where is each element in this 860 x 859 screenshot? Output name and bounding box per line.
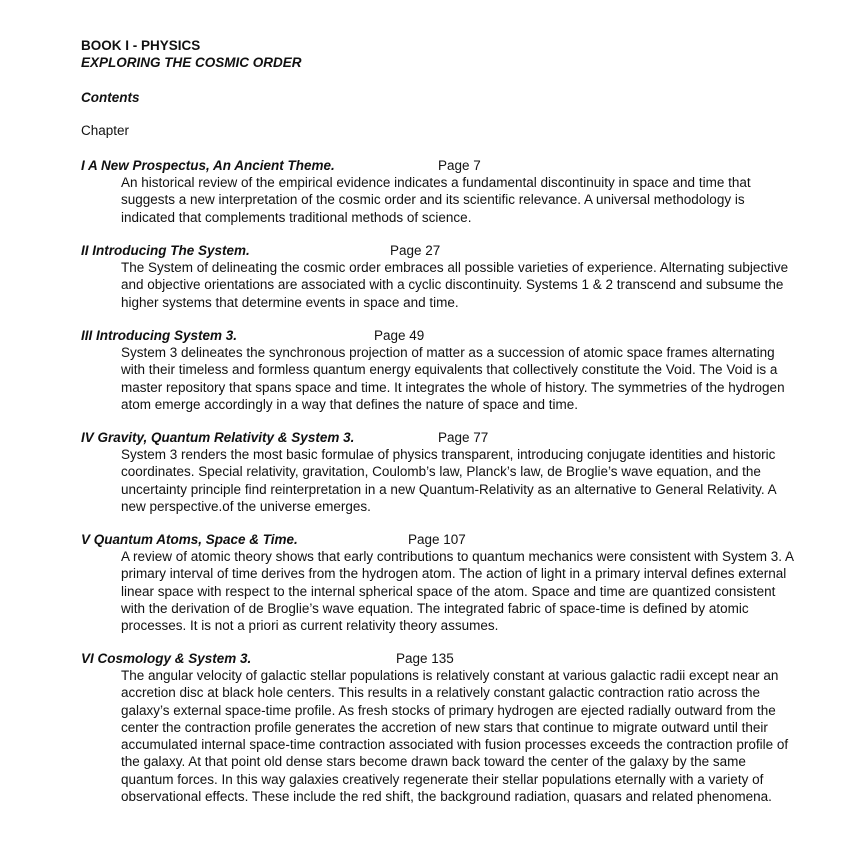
chapter-column-label: Chapter	[81, 123, 130, 138]
chapter-heading-row	[81, 650, 801, 667]
chapter-entry-5	[81, 531, 801, 634]
chapter-title: VI Cosmology & System 3.	[81, 651, 252, 666]
chapter-description: An historical review of the empirical evidence indicates a fundamental discontinuity in space and time that suggests a new interpretation of the cosmic order and its scientific relevance. A universal methodology is indicated that complements traditional methods of science.	[121, 175, 751, 225]
chapter-title: V Quantum Atoms, Space & Time.	[81, 532, 298, 547]
chapter-page-number: Page 49	[374, 328, 425, 343]
chapter-entry-3	[81, 327, 801, 413]
document-page	[81, 37, 801, 805]
book-subtitle: EXPLORING THE COSMIC ORDER	[81, 55, 302, 70]
chapter-heading-row	[81, 242, 801, 259]
chapter-title: II Introducing The System.	[81, 243, 250, 258]
chapter-heading-row	[81, 429, 801, 446]
chapter-description: The angular velocity of galactic stellar populations is relatively constant at various galactic radii except near an accretion disc at black hole centers. This results in a relatively constant galactic contraction ratio across the galaxy’s external space-time profile. As fresh stocks of primary hydrogen are ejected radially outward from the center the contraction profile generates the accretion of new stars that continue to migrate outward until their accumulated internal space-time contraction associated with fusion processes exceeds the contraction profile of the galaxy. At that point old dense stars become drawn back toward the center of the galaxy by the same quantum forces. In this way galaxies creatively regenerate their stellar populations eternally with a variety of observational effects. These include the red shift, the background radiation, quasars and related phenomena.	[121, 668, 789, 805]
chapter-description: A review of atomic theory shows that early contributions to quantum mechanics were consistent with System 3. A primary interval of time derives from the hydrogen atom. The action of light in a primary interval defines external linear space with respect to the internal spherical space of the atom. Space and time are quantized consistent with the derivation of de Broglie’s wave equation. The integrated fabric of space-time is defined by atomic processes. It is not a priori as current relativity theory assumes.	[121, 549, 794, 634]
chapter-page-number: Page 7	[438, 158, 481, 173]
chapter-heading-row	[81, 531, 801, 548]
chapter-description: System 3 delineates the synchronous projection of matter as a succession of atomic space frames alternating with their timeless and formless quantum energy equivalents that collectively constitute the Void. The Void is a master repository that spans space and time. It integrates the whole of history. The symmetries of the hydrogen atom emerge accordingly in a way that defines the nature of space and time.	[121, 345, 785, 412]
chapter-heading-row	[81, 327, 801, 344]
chapter-title: I A New Prospectus, An Ancient Theme.	[81, 158, 335, 173]
chapter-entry-4	[81, 429, 801, 515]
chapter-page-number: Page 135	[396, 651, 454, 666]
chapter-title: IV Gravity, Quantum Relativity & System 3.	[81, 430, 355, 445]
chapter-title: III Introducing System 3.	[81, 328, 238, 343]
chapter-description: System 3 renders the most basic formulae of physics transparent, introducing conjugate identities and historic coordinates. Special relativity, gravitation, Coulomb’s law, Planck’s law, de Broglie’s wave equation, and the uncertainty principle find reinterpretation in a new Quantum-Relativity as an alternative to General Relativity. A new perspective.of the universe emerges.	[121, 447, 776, 514]
chapter-description: The System of delineating the cosmic order embraces all possible varieties of experience. Alternating subjective and objective orientations are associated with a cyclic discontinuity. Systems 1 & 2 transcend and subsume the higher systems that determine events in space and time.	[121, 260, 789, 310]
chapter-entry-6	[81, 650, 801, 805]
chapter-entry-1	[81, 157, 801, 226]
book-title: BOOK I - PHYSICS	[81, 38, 201, 53]
chapter-page-number: Page 77	[438, 430, 489, 445]
chapter-heading-row	[81, 157, 801, 174]
chapter-page-number: Page 27	[390, 243, 441, 258]
chapter-entry-2	[81, 242, 801, 311]
contents-heading: Contents	[81, 90, 140, 105]
chapter-page-number: Page 107	[408, 532, 466, 547]
